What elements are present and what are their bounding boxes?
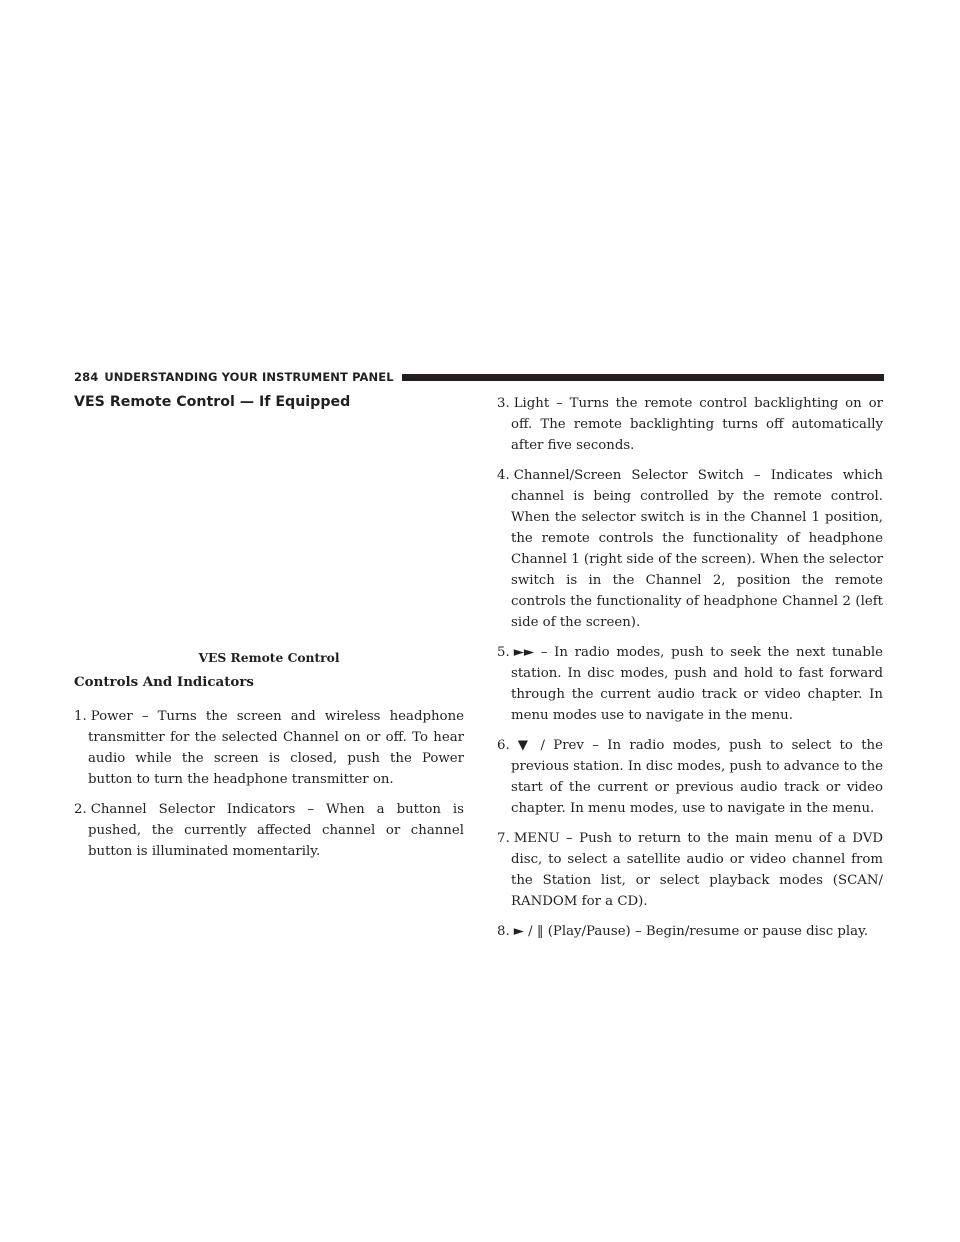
list-item <box>497 735 883 819</box>
item-text: Light – Turns the remote control backlighting on or off. The remote backlighting turns off automatically after five seconds. <box>511 396 883 453</box>
figure-caption: VES Remote Control <box>198 650 340 665</box>
item-number: 8. <box>497 924 510 939</box>
item-text: Channel Selector Indicators – When a button is pushed, the currently affected channel or channel button is illuminated momentarily. <box>88 802 464 859</box>
left-column <box>74 393 464 871</box>
list-item <box>74 706 464 790</box>
item-text: Power – Turns the screen and wireless headphone transmitter for the selected Channel on or off. To hear audio while the screen is closed, push the Power button to turn the headphone transmitter on. <box>88 709 464 787</box>
item-text: Channel/Screen Selector Switch – Indicates which channel is being controlled by the remote control. When the selector switch is in the Channel 1 position, the remote controls the functionality of headphone Channel 1 (right side of the screen). When the selector switch is in the Channel 2, position the remote controls the functionality of headphone Channel 2 (left side of the screen). <box>511 468 883 630</box>
item-number: 3. <box>497 396 510 411</box>
item-text: MENU – Push to return to the main menu of a DVD disc, to select a satellite audio or video channel from the Station list, or select playback modes (SCAN/ RANDOM for a CD). <box>511 831 883 909</box>
section-title: VES Remote Control — If Equipped <box>74 394 351 410</box>
list-item <box>497 393 883 456</box>
figure-area <box>74 411 464 673</box>
header-rule <box>402 374 884 381</box>
item-number: 5. <box>497 645 510 660</box>
item-number: 1. <box>74 709 87 724</box>
item-number: 4. <box>497 468 510 483</box>
item-number: 7. <box>497 831 510 846</box>
item-number: 2. <box>74 802 87 817</box>
list-item <box>74 799 464 862</box>
item-text: ▼ / Prev – In radio modes, push to select to the previous station. In disc modes, push to advance to the start of the current or previous audio track or video chapter. In menu modes, use to navigate in the menu. <box>511 738 884 816</box>
right-column <box>497 393 883 951</box>
page-number: 284 <box>74 370 99 384</box>
subsection-title: Controls And Indicators <box>74 674 254 690</box>
item-number: 6. <box>497 738 510 753</box>
running-head: UNDERSTANDING YOUR INSTRUMENT PANEL <box>104 370 394 384</box>
list-item <box>497 828 883 912</box>
page-header <box>74 369 884 385</box>
list-item <box>497 642 883 726</box>
item-text: ►► – In radio modes, push to seek the next tunable station. In disc modes, push and hold to fast forward through the current audio track or video chapter. In menu modes use to navigate in the menu. <box>511 645 883 723</box>
left-item-list <box>74 706 464 862</box>
item-text: ► / ‖ (Play/Pause) – Begin/resume or pause disc play. <box>513 924 869 939</box>
right-item-list <box>497 393 883 942</box>
list-item <box>497 921 883 942</box>
list-item <box>497 465 883 633</box>
